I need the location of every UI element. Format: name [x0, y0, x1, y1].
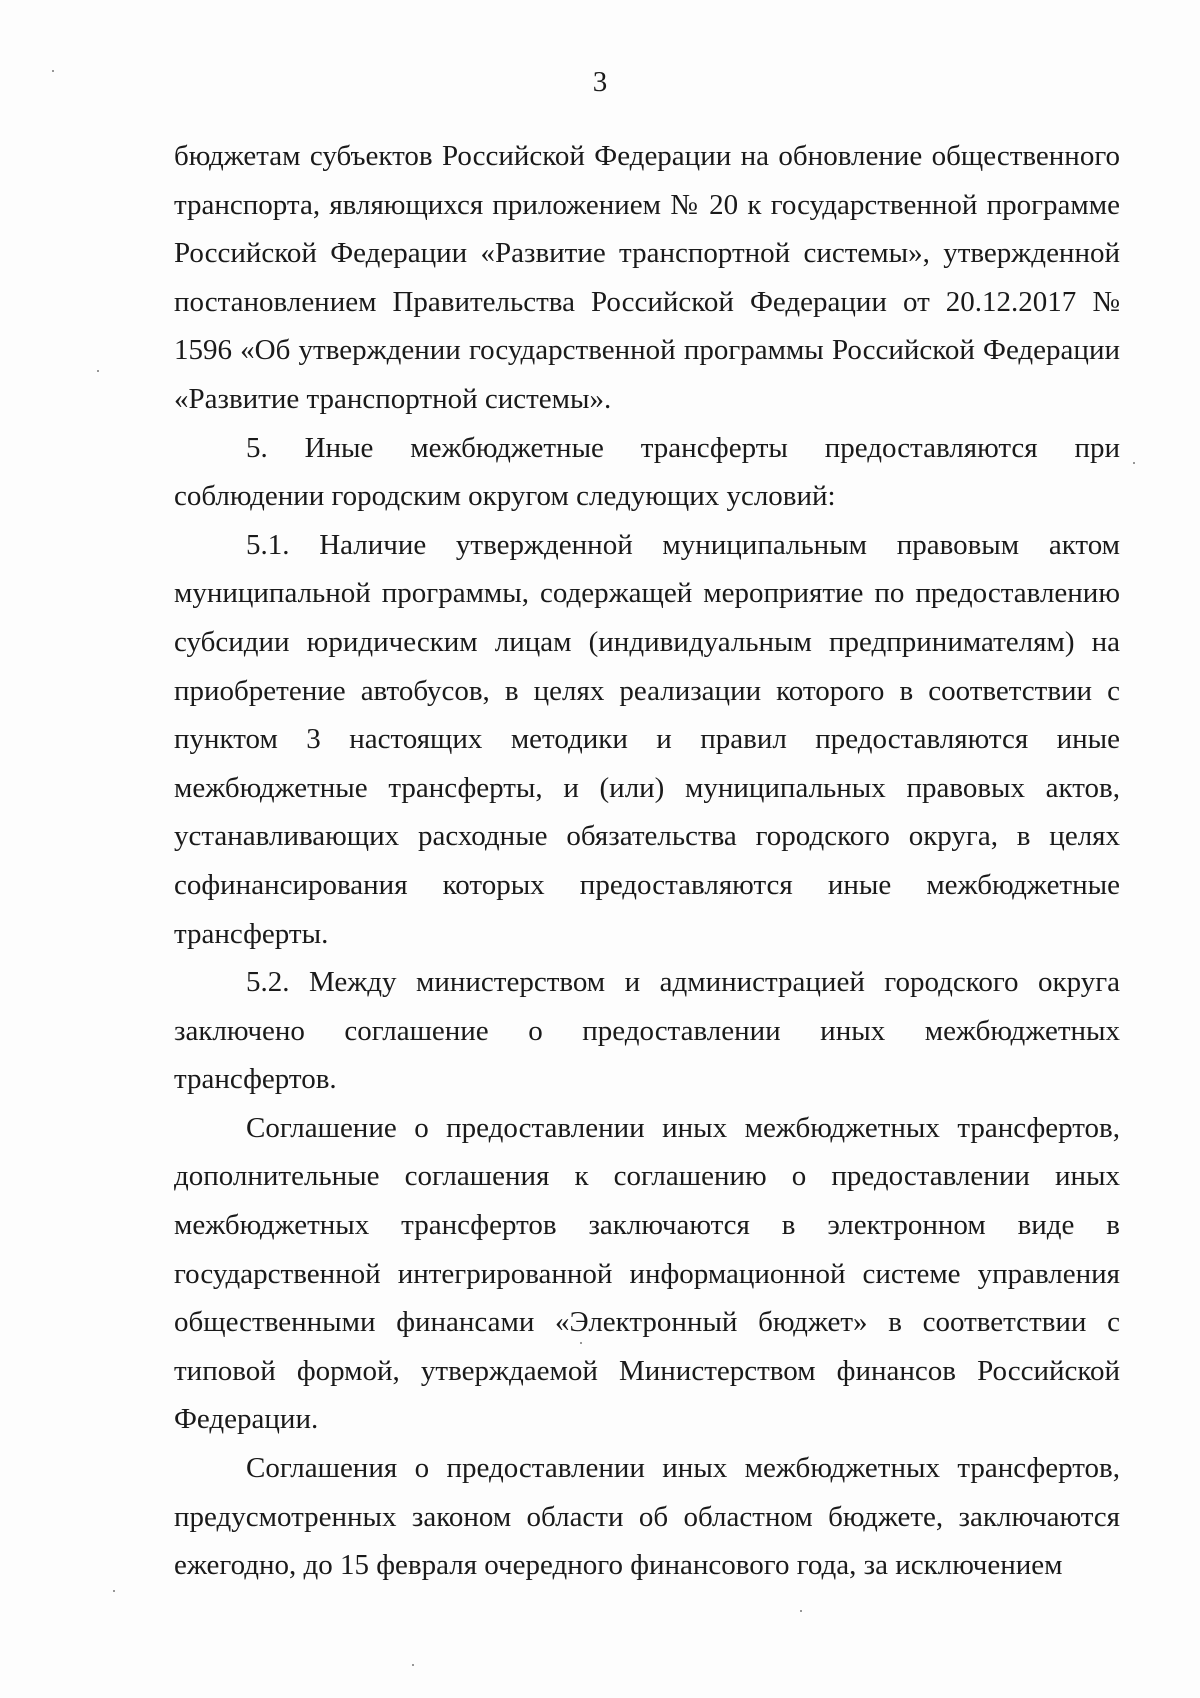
paragraph-item-5-1: 5.1. Наличие утвержденной муниципальным правовым актом муниципальной программы, содержащей мероприятие по предоставлению субсидии юридическим лицам (индивидуальным предпринимателям) на приобретение автобусов, в целях реализации которого в соответствии с пунктом 3 настоящих методики и правил предоставляются иные межбюджетные трансферты, и (или) муниципальных правовых актов, устанавливающих расходные обязательства городского округа, в целях софинансирования которых предоставляются иные межбюджетные трансферты.	[174, 528, 1120, 950]
paragraph-agreement: Соглашение о предоставлении иных межбюджетных трансфертов, дополнительные соглашения к соглашению о предоставлении иных межбюджетных трансфертов заключаются в электронном виде в государственной интегрированной информационной системе управления общественными финансами «Электронный бюджет» в соответствии с типовой формой, утверждаемой Министерством финансов Российской Федерации.	[174, 1111, 1120, 1436]
scan-speck	[800, 1610, 802, 1612]
scan-speck	[412, 1664, 414, 1666]
paragraph-item-5: 5. Иные межбюджетные трансферты предоставляются при соблюдении городским округом следующих условий:	[174, 431, 1120, 513]
scan-speck	[97, 370, 99, 372]
scan-speck	[1133, 462, 1135, 464]
paragraph-agreements-deadline: Соглашения о предоставлении иных межбюджетных трансфертов, предусмотренных законом области об областном бюджете, заключаются ежегодно, до 15 февраля очередного финансового года, за исключением	[174, 1452, 1120, 1582]
scan-speck	[52, 70, 54, 72]
scan-speck	[113, 1590, 115, 1592]
paragraph-continuation: бюджетам субъектов Российской Федерации на обновление общественного транспорта, являющихся приложением № 20 к государственной программе Российской Федерации «Развитие транспортной системы», утвержденной постановлением Правительства Российской Федерации от 20.12.2017 № 1596 «Об утверждении государственной программы Российской Федерации «Развитие транспортной системы».	[174, 140, 1120, 415]
document-body	[174, 132, 1120, 1590]
scan-speck	[580, 1342, 582, 1344]
paragraph-item-5-2: 5.2. Между министерством и администрацией городского округа заключено соглашение о предоставлении иных межбюджетных трансфертов.	[174, 966, 1120, 1096]
page-number: 3	[592, 66, 608, 98]
